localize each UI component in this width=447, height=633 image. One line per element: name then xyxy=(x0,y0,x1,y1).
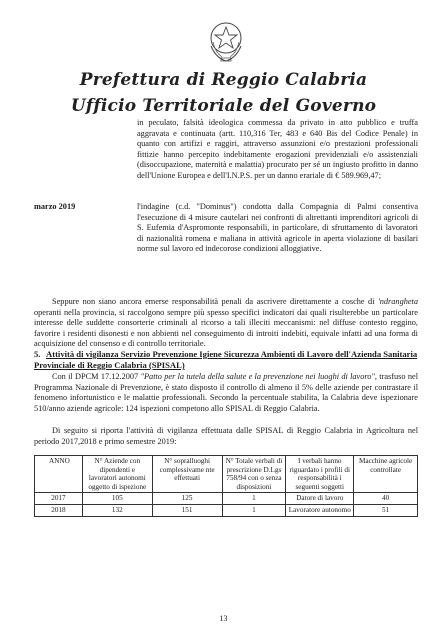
header-title-prefettura: Prefettura di Reggio Calabria xyxy=(79,70,368,90)
spisal-table xyxy=(34,455,418,517)
table-row xyxy=(35,504,418,516)
table-cell: Datore di lavoro xyxy=(286,493,354,505)
table-row xyxy=(35,493,418,505)
section-5-heading xyxy=(34,349,418,371)
entry-text: l'indagine (c.d. "Dominus") condotta dalla Compagnia di Palmi consentiva l'esecuzione di 4 misure cautelari nei confronti di altrettanti imprenditori agricoli di S. Eufemia d'Aspromonte responsabili, in particolare, di sfruttamento di lavoratori di nazionalità romena e maliana in attività agricole in aperta violazione di basilari norme sul lavoro ed indecorose condizioni alloggiative. xyxy=(137,202,418,254)
header-sopralluoghi: N° sopralluoghi complessivame nte effettuati xyxy=(152,456,222,493)
table-cell: 40 xyxy=(354,493,418,505)
paragraph-vigilanza-intro: Di seguito si riporta l'attività di vigilanza effettuata dalle SPISAL di Reggio Calabria in Agricoltura nel periodo 2017,2018 e primo semestre 2019: xyxy=(34,426,418,446)
header-anno: ANNO xyxy=(35,456,83,493)
header-verbali: N° Totale verbali di prescrizione D.Lgs 758/94 con o senza disposizioni xyxy=(222,456,286,493)
section-number: 5. xyxy=(34,349,41,359)
table-cell: 1 xyxy=(222,504,286,516)
table-cell: 1 xyxy=(222,493,286,505)
header-soggetti: I verbali hanno riguardato i profili di responsabilità i seguenti soggetti xyxy=(286,456,354,493)
table-cell: Lavoratore autonomo xyxy=(286,504,354,516)
page-number: 13 xyxy=(219,614,228,623)
header-title-ufficio: Ufficio Territoriale del Governo xyxy=(70,96,377,116)
table-cell: 2017 xyxy=(35,493,83,505)
table-header-row xyxy=(35,456,418,493)
paragraph-dpcm: Con il DPCM 17.12.2007 "Patto per la tutela della salute e la prevenzione nei luoghi di lavoro", trasfuso nel Programma Nazionale di Prevenzione, è stato disposto il controllo di almeno il 5% delle aziende per contrastare il fenomeno infortunistico e le malattie professionali. Secondo la percentuale stabilita, la Calabria deve ispezionare 510/anno aziende agricole: 124 ispezioni competono allo SPISAL di Reggio Calabria. xyxy=(34,372,418,413)
table-cell: 51 xyxy=(354,504,418,516)
section-title: Attività di vigilanza Servizio Prevenzione Igiene Sicurezza Ambienti di Lavoro dell'Azienda Sanitaria Provinciale di Reggio Calabria (SPISAL) xyxy=(34,349,418,370)
header-macchine: Macchine agricole controllate xyxy=(354,456,418,493)
entry-date: marzo 2019 xyxy=(34,202,76,211)
continuation-text: in peculato, falsità ideologica commessa da privato in atto pubblico e truffa aggravata e continuata (artt. 110,316 Ter, 483 e 640 Bis del Codice Penale) in quanto con artifizi e raggiri, attraverso assunzioni e/o prestazioni professionali fittizie hanno percepito indebitamente erogazioni previdenziali e/o assistenziali (disoccupazione, maternità e malattia) procurato per sé un ingiusto profitto in danno dell'Unione Europea e dell'I.N.P.S. per un danno erariale di € 589.969,47; xyxy=(137,118,418,180)
paragraph-ndrangheta: Seppure non siano ancora emerse responsabilità penali da ascrivere direttamente a cosche di 'ndrangheta operanti nella provincia, si raccolgono sempre più spesso specifici indicatori dai quali risulterebbe un particolare interesse delle suddette consorterie criminali al ricorso a tali illeciti meccanismi: nel diffuse contesto reggino, favorire i residenti disonesti e non abbienti nel conseguimento di introiti indebiti, equivale infatti ad una forma di acquisizione del consenso e di controllo territoriale. xyxy=(34,297,418,349)
table-cell: 105 xyxy=(82,493,152,505)
table-cell: 125 xyxy=(152,493,222,505)
table-cell: 132 xyxy=(82,504,152,516)
header-aziende: N° Aziende con dipendenti e lavoratori autonomi oggetto di ispezione xyxy=(82,456,152,493)
italian-republic-emblem-icon xyxy=(206,18,246,64)
table-cell: 2018 xyxy=(35,504,83,516)
table-cell: 151 xyxy=(152,504,222,516)
